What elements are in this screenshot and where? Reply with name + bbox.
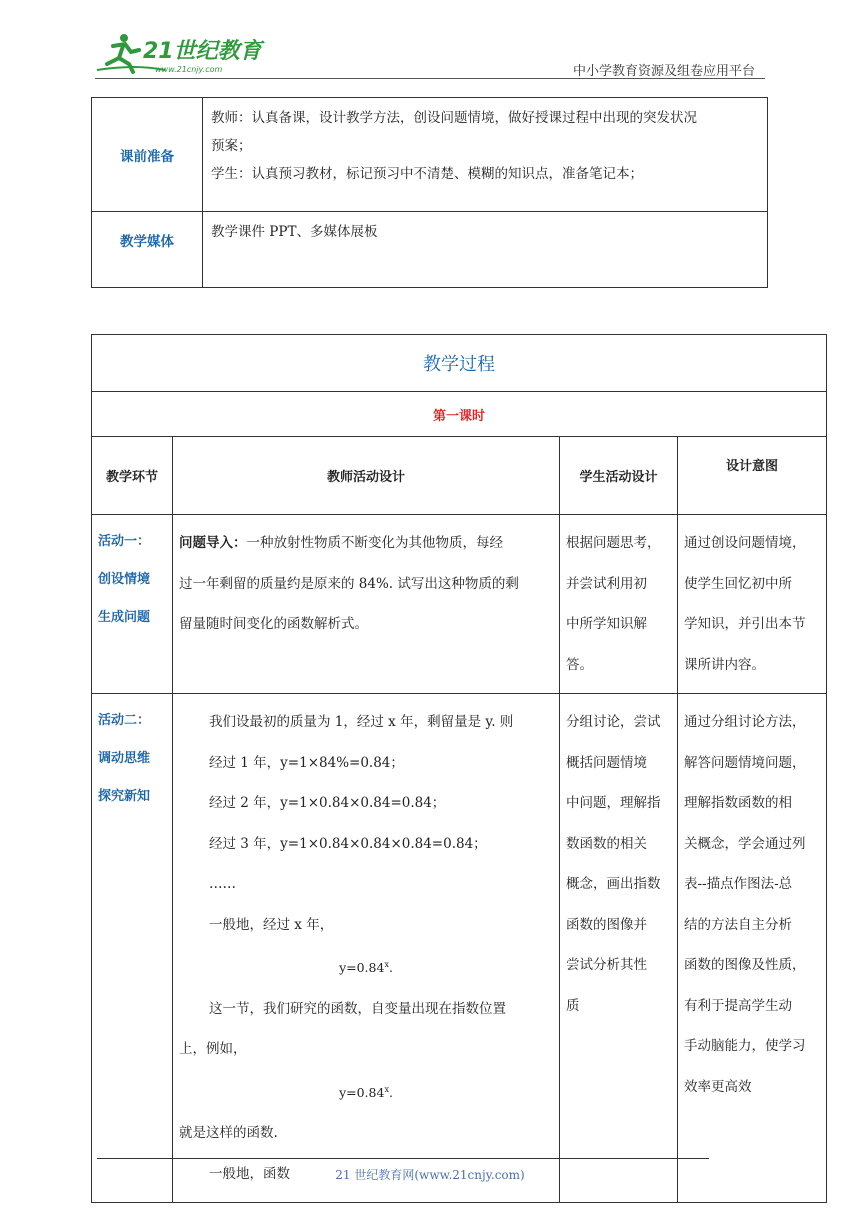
svg-text:21世纪教育: 21世纪教育 (143, 39, 262, 64)
activity2-label-line: 活动二： (98, 713, 151, 728)
formula: $y=0.84^x$. (339, 1084, 393, 1100)
process-table (91, 334, 827, 1203)
header-row (92, 437, 827, 515)
prep-line: 教师：认真备课，设计教学方法，创设问题情境，做好授课过程中出现的突发状况 (211, 110, 697, 126)
lead-in-text: 一种放射性物质不断变化为其他物质，每经 (246, 535, 503, 551)
activity2-label-line: 探究新知 (98, 789, 151, 804)
media-label: 教学媒体 (92, 212, 203, 288)
prep-label: 课前准备 (92, 98, 203, 212)
activity1-label (92, 515, 173, 694)
header-teacher: 教师活动设计 (173, 437, 560, 515)
activity1-label-line: 生成问题 (98, 610, 151, 625)
process-subtitle-row (92, 392, 827, 437)
lesson-subtitle: 第一课时 (92, 392, 827, 437)
header-student: 学生活动设计 (560, 437, 678, 515)
activity1-label-line: 活动一： (98, 534, 151, 549)
prep-table (91, 97, 768, 288)
header-divider (95, 78, 765, 79)
footer-text: 21 世纪教育网(www.21cnjy.com) (335, 1168, 525, 1182)
prep-line: 学生：认真预习教材，标记预习中不清楚、模糊的知识点，准备笔记本； (211, 166, 643, 182)
activity2-label-line: 调动思维 (98, 751, 151, 766)
formula: $y=0.84^x$. (339, 960, 393, 976)
activity2-intent: 通过分组讨论方法， 解答问题情境问题， 理解指数函数的相 关概念，学会通过列 表--描点作图法-总 结的方法自主分析 函数的图像及性质， 有利于提高学生动 手动脑能力，使学习 效率更高效 (678, 694, 827, 1203)
activity2-label (92, 694, 173, 1203)
media-line: 教学课件 PPT、多媒体展板 (211, 224, 378, 240)
activity1-label-line: 创设情境 (98, 572, 151, 587)
footer-divider (97, 1158, 709, 1159)
lead-in-text: 过一年剩留的质量约是原来的 84%. 试写出这种物质的剩 (179, 575, 519, 592)
activity1-row (92, 515, 827, 694)
activity1-student: 根据问题思考， 并尝试利用初 中所学知识解 答。 (560, 515, 678, 694)
prep-row (92, 98, 768, 212)
prep-line: 预案； (211, 138, 252, 154)
media-content (203, 212, 768, 288)
media-row (92, 212, 768, 288)
prep-content (203, 98, 768, 212)
activity2-teacher: 我们设最初的质量为 1，经过 x 年，剩留量是 y. 则 经过 1 年，y=1×84%=0.84； 经过 2 年，y=1×0.84×0.84=0.84； 经过 3 年，y=1×0.84×0.84×0.84=0.84； …… 一般地，经过 x 年， $y=0.84^x$. 这一节，我们研究的函数，自变量出现在指数位置 上，例如， $y=0.84^x$. 就是这样的函数. 一般地，函数 (173, 694, 560, 1203)
platform-name: 中小学教育资源及组卷应用平台 (572, 64, 755, 79)
activity1-teacher (173, 515, 560, 694)
activity2-student: 分组讨论，尝试 概括问题情境 中问题，理解指 数函数的相关 概念，画出指数 函数的图像并 尝试分析其性 质 (560, 694, 678, 1203)
activity2-row (92, 694, 827, 1203)
activity1-intent: 通过创设问题情境， 使学生回忆初中所 学知识，并引出本节 课所讲内容。 (678, 515, 827, 694)
header-intent: 设计意图 (678, 437, 827, 515)
process-title-row (92, 335, 827, 392)
lead-in-text: 留量随时间变化的函数解析式。 (179, 616, 368, 632)
process-title: 教学过程 (92, 335, 827, 392)
site-logo (95, 30, 265, 76)
svg-text:www.21cnjy.com: www.21cnjy.com (155, 65, 223, 74)
page-header (0, 0, 860, 80)
header-stage: 教学环节 (92, 437, 173, 515)
lead-in-label: 问题导入： (179, 535, 247, 551)
